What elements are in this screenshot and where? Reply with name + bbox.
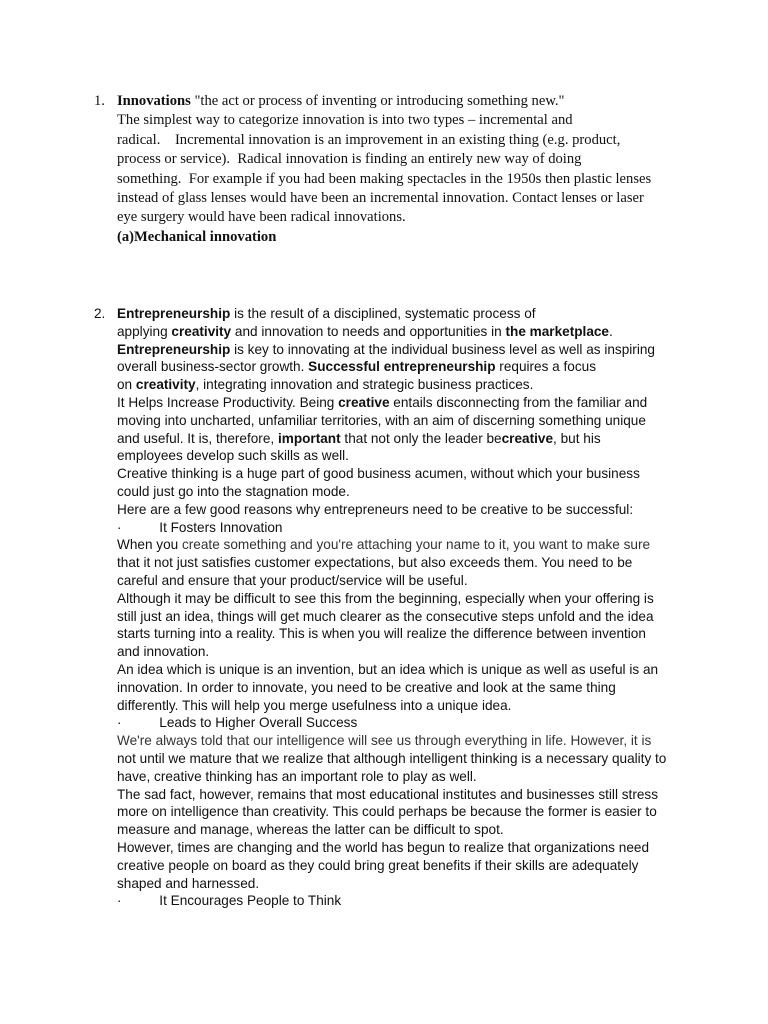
text-line (117, 483, 682, 501)
text-line (117, 661, 682, 679)
text-run: Creative thinking is a huge part of good business acumen, without which your business (117, 466, 640, 482)
text-run: The simplest way to categorize innovation is into two types – incremental and (117, 112, 573, 129)
paragraph-innovations (117, 92, 682, 247)
text-line (117, 590, 682, 608)
bold-text: Successful entrepreneurship (308, 359, 496, 375)
text-line (117, 150, 682, 169)
text-run: more on intelligence than creativity. This could perhaps be because the former is easier to (117, 804, 657, 820)
text-run: · It Encourages People to Think (117, 893, 342, 909)
text-run: It Helps Increase Productivity. Being (117, 394, 339, 410)
text-line (117, 875, 682, 893)
list-number: 1. (94, 93, 105, 109)
text-run: overall business-sector growth. (117, 359, 309, 375)
text-line (117, 447, 682, 465)
text-run: create something and you're attaching your name to it, you want to make sure (181, 537, 651, 553)
text-line (117, 430, 682, 448)
text-run: applying (117, 323, 172, 339)
bold-text: creative (338, 394, 390, 410)
text-line (117, 768, 682, 786)
text-line (117, 821, 682, 839)
text-line (117, 228, 682, 247)
text-run: When you (117, 537, 182, 553)
text-line (117, 323, 682, 341)
text-line (117, 111, 682, 130)
bold-text: Entrepreneurship (117, 341, 231, 357)
text-line (117, 750, 682, 768)
text-run: and innovation to needs and opportunities in (231, 323, 506, 339)
bold-text: creativity (135, 377, 196, 393)
bold-text: creativity (171, 323, 232, 339)
text-line (117, 643, 682, 661)
text-line (117, 554, 682, 572)
text-run: differently. This will help you merge usefulness into a unique idea. (117, 697, 512, 713)
text-line (117, 857, 682, 875)
text-run: innovation. In order to innovate, you need to be creative and look at the same thing (117, 679, 616, 695)
text-run: that it not just satisfies customer expectations, but also exceeds them. You need to be (117, 555, 633, 571)
text-line (117, 358, 682, 376)
text-run: radical. Incremental innovation is an improvement in an existing thing (e.g. product, (117, 131, 621, 148)
text-run: The sad fact, however, remains that most educational institutes and businesses still stress (117, 786, 658, 802)
text-line (117, 892, 682, 910)
text-run: "the act or process of inventing or introducing something new." (190, 93, 565, 109)
text-run: is the result of a disciplined, systematic process of (230, 306, 536, 321)
text-line (117, 679, 682, 697)
text-line (117, 189, 682, 208)
text-line (117, 170, 682, 189)
text-run: However, times are changing and the world has begun to realize that organizations need (117, 839, 650, 855)
text-line (117, 465, 682, 483)
text-run: have, creative thinking has an important role to play as well. (117, 768, 477, 784)
text-run: instead of glass lenses would have been an incremental innovation. Contact lenses or laser (117, 190, 644, 207)
bold-text: (a)Mechanical innovation (117, 228, 277, 245)
bold-text: the marketplace (505, 323, 609, 339)
text-run: something. For example if you had been making spectacles in the 1950s then plastic lenses (117, 170, 652, 187)
text-run: could just go into the stagnation mode. (117, 483, 350, 499)
list-number: 2. (94, 306, 106, 321)
text-line (117, 839, 682, 857)
text-run: and useful. It is, therefore, (117, 430, 278, 446)
text-line (117, 786, 682, 804)
text-run: , integrating innovation and strategic business practices. (195, 377, 534, 393)
text-line (117, 131, 682, 150)
text-line (117, 394, 682, 412)
text-run: still just an idea, things will get much clearer as the consecutive steps unfold and the idea (117, 608, 654, 624)
text-line (117, 376, 682, 394)
text-line (117, 625, 682, 643)
text-run: · Leads to Higher Overall Success (117, 715, 358, 731)
text-line (117, 412, 682, 430)
text-run: · It Fosters Innovation (117, 519, 283, 535)
text-line (117, 608, 682, 626)
text-run: starts turning into a reality. This is when you will realize the difference between invention (117, 626, 646, 642)
text-run: that not only the leader be (340, 430, 502, 446)
text-line (117, 714, 682, 732)
text-run: , but his (553, 430, 601, 446)
text-line (117, 519, 682, 537)
text-run: employees develop such skills as well. (117, 448, 349, 464)
text-run: shaped and harnessed. (117, 875, 260, 891)
text-line (117, 732, 682, 750)
text-run: process or service). Radical innovation is finding an entirely new way of doing (117, 151, 582, 168)
text-line (117, 536, 682, 554)
text-run: An idea which is unique is an invention, but an idea which is unique as well as useful is an (117, 661, 659, 677)
text-run: requires a focus (495, 359, 597, 375)
text-line (117, 208, 682, 227)
text-run: entails disconnecting from the familiar and (389, 394, 648, 410)
bold-text: Innovations (117, 93, 191, 109)
text-run: on (117, 377, 136, 393)
text-run: We're always told that our intelligence will see us through everything in life. However, it is (117, 733, 652, 749)
bold-text: creative (501, 430, 554, 446)
text-run: careful and ensure that your product/service will be useful. (117, 572, 468, 588)
text-run: creative people on board as they could bring great benefits if their skills are adequately (117, 857, 639, 873)
text-line (117, 697, 682, 715)
text-line (117, 803, 682, 821)
text-run: not until we mature that we realize that although intelligent thinking is a necessary quality to (117, 750, 667, 766)
text-run: Although it may be difficult to see this from the beginning, especially when your offering is (117, 590, 654, 606)
text-run: Here are a few good reasons why entrepreneurs need to be creative to be successful: (117, 501, 634, 517)
text-run: measure and manage, whereas the latter can be difficult to spot. (117, 822, 504, 838)
text-line (117, 305, 682, 323)
bold-text: important (277, 430, 341, 446)
text-run: is key to innovating at the individual business level as well as inspiring (230, 341, 655, 357)
text-run: . (609, 323, 613, 339)
bold-text: Entrepreneurship (117, 306, 231, 321)
text-line (117, 572, 682, 590)
text-line (117, 92, 682, 111)
text-run: eye surgery would have been radical innovations. (117, 209, 406, 226)
text-line (117, 341, 682, 359)
text-line (117, 501, 682, 519)
paragraph-entrepreneurship (117, 305, 682, 910)
text-run: and innovation. (117, 644, 210, 660)
text-run: moving into uncharted, unfamiliar territories, with an aim of discerning something unique (117, 412, 646, 428)
